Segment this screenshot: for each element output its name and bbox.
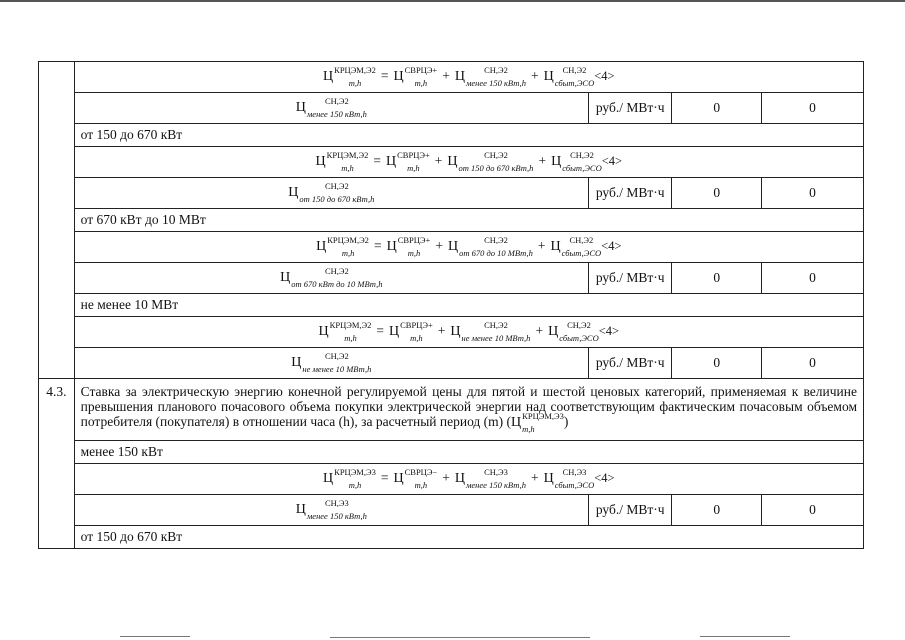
symbol-subscript: m,h — [344, 333, 357, 344]
value-cell: 0 — [672, 263, 762, 294]
table-row — [39, 348, 864, 379]
formula-row — [74, 464, 863, 495]
equals-sign: = — [373, 153, 381, 169]
unit-cell: руб./ МВт·ч — [588, 263, 672, 294]
symbol-base: Ц — [386, 239, 397, 255]
page-bottom-edge-mark — [120, 636, 190, 637]
group-heading: от 150 до 670 кВт — [74, 124, 863, 147]
unit-cell: руб./ МВт·ч — [588, 178, 672, 209]
price-symbol — [450, 320, 531, 344]
group-heading: не менее 10 МВт — [74, 294, 863, 317]
symbol-base: Ц — [550, 239, 561, 255]
symbol-subscript: m,h — [341, 248, 355, 259]
price-symbol — [386, 150, 430, 174]
symbol-subscript: сбыт,ЭСО — [559, 333, 599, 344]
table-row — [39, 441, 864, 464]
symbol-base: Ц — [543, 69, 554, 85]
plus-sign: + — [435, 238, 443, 254]
symbol-superscript: СН,Э3 — [324, 498, 349, 509]
plus-sign: + — [442, 470, 450, 486]
symbol-base: Ц — [454, 471, 465, 487]
value-cell: 0 — [762, 178, 864, 209]
footnote-ref: <4> — [601, 239, 622, 254]
price-symbol — [389, 320, 433, 344]
symbol-base: Ц — [447, 239, 459, 255]
symbol-subscript: от 150 до 670 кВт,h — [458, 163, 534, 174]
symbol-superscript: СН,Э2 — [484, 320, 508, 331]
unit-cell: руб./ МВт·ч — [588, 93, 672, 124]
value-cell: 0 — [762, 263, 864, 294]
price-symbol — [288, 181, 375, 205]
price-symbol — [393, 467, 438, 491]
group-heading: менее 150 кВт — [74, 441, 863, 464]
price-symbol — [511, 411, 564, 435]
page-top-edge — [0, 0, 905, 2]
symbol-base: Ц — [454, 69, 465, 85]
price-symbol — [316, 235, 369, 259]
symbol-superscript: СН,Э3 — [562, 467, 587, 478]
symbol-subscript: от 670 до 10 МВт,h — [459, 248, 533, 259]
price-symbol — [280, 266, 383, 290]
footnote-ref: <4> — [598, 324, 620, 339]
symbol-superscript: СН,Э2 — [567, 320, 591, 331]
formula — [316, 235, 622, 259]
table-row — [39, 495, 864, 526]
symbol-superscript: СВРЦЭ− — [404, 467, 438, 478]
symbol-superscript: СН,Э2 — [324, 96, 349, 107]
symbol-base: Ц — [280, 270, 291, 286]
equals-sign: = — [373, 238, 382, 254]
value-cell: 0 — [672, 348, 762, 379]
table-row — [39, 232, 864, 263]
symbol-superscript: СН,Э3 — [484, 467, 508, 478]
table-row — [39, 178, 864, 209]
table-row — [39, 62, 864, 93]
equals-sign: = — [380, 68, 389, 84]
symbol-subscript: сбыт,ЭСО — [562, 163, 602, 174]
symbol-superscript: СН,Э2 — [324, 266, 349, 277]
symbol-base: Ц — [447, 154, 458, 170]
plus-sign: + — [535, 323, 544, 339]
value-cell: 0 — [762, 348, 864, 379]
symbol-base: Ц — [315, 154, 326, 170]
symbol-subscript: менее 150 кВт,h — [465, 78, 526, 89]
formula — [323, 65, 615, 89]
plus-sign: + — [530, 470, 539, 486]
symbol-base: Ц — [511, 415, 522, 431]
symbol-superscript: КРЦЭМ,Э2 — [326, 150, 369, 161]
footnote-ref: <4> — [594, 471, 615, 486]
symbol-subscript: от 150 до 670 кВт,h — [299, 194, 375, 205]
price-symbol — [447, 150, 534, 174]
plus-sign: + — [538, 153, 547, 169]
section-text: Ставка за электрическую энергию конечной регулируемой цены для пятой и шестой ценовых категорий, применяемая к величине превышения планового почасового объема покупки электрической энергии над соответствующим фактическим почасовым объемом потребителя (покупателя) в отношении часа (h), за расчетный период (m) ( — [80, 384, 857, 430]
value-cell: 0 — [672, 495, 762, 526]
symbol-base: Ц — [323, 471, 334, 487]
symbol-base: Ц — [393, 471, 404, 487]
symbol-superscript: СН,Э2 — [324, 351, 349, 362]
symbol-base: Ц — [323, 69, 334, 85]
section-description — [74, 379, 863, 441]
price-symbol — [318, 320, 372, 344]
formula-row — [74, 317, 863, 348]
table-row — [39, 379, 864, 441]
price-symbol — [454, 467, 526, 491]
price-symbol — [551, 150, 602, 174]
symbol-superscript: СН,Э2 — [570, 150, 594, 161]
symbol-subscript: сбыт,ЭСО — [561, 248, 602, 259]
price-symbol — [295, 96, 367, 120]
symbol-superscript: СВРЦЭ+ — [404, 65, 438, 76]
table-row — [39, 464, 864, 495]
price-symbol — [393, 65, 438, 89]
section-close-paren: ) — [563, 414, 569, 430]
symbol-base: Ц — [295, 502, 306, 518]
footnote-ref: <4> — [594, 69, 615, 84]
value-cell: 0 — [672, 93, 762, 124]
table-row — [39, 294, 864, 317]
symbol-superscript: КРЦЭМ,Э3 — [522, 411, 564, 422]
formula — [315, 150, 623, 174]
price-symbol — [323, 467, 376, 491]
section-number: 4.3. — [39, 379, 75, 549]
plus-sign: + — [434, 153, 443, 169]
symbol-subscript: m,h — [414, 78, 428, 89]
symbol-subscript: менее 150 кВт,h — [306, 511, 367, 522]
symbol-base: Ц — [450, 324, 461, 340]
symbol-subscript: m,h — [522, 424, 535, 435]
group-heading: от 670 кВт до 10 МВт — [74, 209, 863, 232]
symbol-base: Ц — [548, 324, 559, 340]
symbol-subscript: от 670 кВт до 10 МВт,h — [291, 279, 383, 290]
symbol-superscript: СВРЦЭ+ — [397, 235, 431, 246]
table-row — [39, 263, 864, 294]
symbol-subscript: m,h — [407, 248, 421, 259]
table-row — [39, 147, 864, 178]
group-heading: от 150 до 670 кВт — [74, 526, 863, 549]
symbol-superscript: СН,Э2 — [569, 235, 594, 246]
value-cell: 0 — [762, 93, 864, 124]
symbol-subscript: сбыт,ЭСО — [554, 480, 595, 491]
symbol-base: Ц — [551, 154, 562, 170]
symbol-base: Ц — [295, 100, 306, 116]
symbol-superscript: СН,Э2 — [562, 65, 587, 76]
symbol-superscript: СН,Э2 — [484, 150, 508, 161]
price-symbol — [295, 498, 367, 522]
formula — [318, 320, 620, 344]
price-symbol — [291, 351, 372, 375]
equals-sign: = — [376, 323, 384, 339]
tariff-table — [38, 61, 864, 549]
table-row — [39, 209, 864, 232]
symbol-subscript: m,h — [410, 333, 423, 344]
price-symbol — [447, 235, 533, 259]
footnote-ref: <4> — [601, 154, 623, 169]
parameter-symbol — [74, 348, 588, 379]
plus-sign: + — [442, 68, 450, 84]
parameter-symbol — [74, 93, 588, 124]
table-row — [39, 526, 864, 549]
symbol-base: Ц — [543, 471, 554, 487]
symbol-subscript: не менее 10 МВт,h — [461, 333, 531, 344]
symbol-superscript: КРЦЭМ,Э2 — [334, 65, 376, 76]
parameter-symbol — [74, 263, 588, 294]
page-bottom-edge-mark — [330, 637, 590, 638]
value-cell: 0 — [672, 178, 762, 209]
table-row — [39, 93, 864, 124]
formula — [323, 467, 615, 491]
formula-row — [74, 147, 863, 178]
symbol-superscript: КРЦЭМ,Э2 — [327, 235, 369, 246]
parameter-symbol — [74, 495, 588, 526]
symbol-superscript: КРЦЭМ,Э2 — [329, 320, 372, 331]
table-row — [39, 124, 864, 147]
section-symbol — [511, 411, 564, 435]
formula-row — [74, 62, 863, 93]
symbol-subscript: m,h — [348, 78, 362, 89]
plus-sign: + — [437, 323, 446, 339]
formula-row — [74, 232, 863, 263]
symbol-subscript: m,h — [348, 480, 362, 491]
symbol-base: Ц — [316, 239, 327, 255]
plus-sign: + — [530, 68, 539, 84]
symbol-superscript: СН,Э2 — [484, 65, 508, 76]
price-symbol — [543, 65, 595, 89]
price-symbol — [315, 150, 369, 174]
table-row — [39, 317, 864, 348]
price-symbol — [386, 235, 431, 259]
symbol-base: Ц — [386, 154, 397, 170]
parameter-symbol — [74, 178, 588, 209]
equals-sign: = — [380, 470, 389, 486]
price-symbol — [323, 65, 376, 89]
symbol-base: Ц — [393, 69, 404, 85]
symbol-base: Ц — [288, 185, 299, 201]
symbol-superscript: СВРЦЭ+ — [400, 320, 433, 331]
value-cell: 0 — [762, 495, 864, 526]
price-symbol — [543, 467, 595, 491]
symbol-subscript: m,h — [341, 163, 354, 174]
price-symbol — [548, 320, 599, 344]
symbol-superscript: СН,Э2 — [324, 181, 349, 192]
price-symbol — [550, 235, 602, 259]
price-symbol — [454, 65, 526, 89]
unit-cell: руб./ МВт·ч — [588, 495, 672, 526]
page-bottom-edge-mark — [700, 636, 790, 637]
plus-sign: + — [537, 238, 546, 254]
symbol-superscript: СН,Э2 — [484, 235, 508, 246]
symbol-subscript: менее 150 кВт,h — [465, 480, 526, 491]
symbol-base: Ц — [318, 324, 329, 340]
symbol-superscript: КРЦЭМ,Э3 — [334, 467, 376, 478]
symbol-subscript: не менее 10 МВт,h — [302, 364, 372, 375]
symbol-subscript: менее 150 кВт,h — [306, 109, 367, 120]
symbol-base: Ц — [389, 324, 400, 340]
symbol-subscript: m,h — [414, 480, 428, 491]
symbol-subscript: сбыт,ЭСО — [554, 78, 595, 89]
unit-cell: руб./ МВт·ч — [588, 348, 672, 379]
symbol-superscript: СВРЦЭ+ — [397, 150, 430, 161]
symbol-base: Ц — [291, 355, 302, 371]
symbol-subscript: m,h — [407, 163, 420, 174]
row-number-cell — [39, 62, 75, 379]
